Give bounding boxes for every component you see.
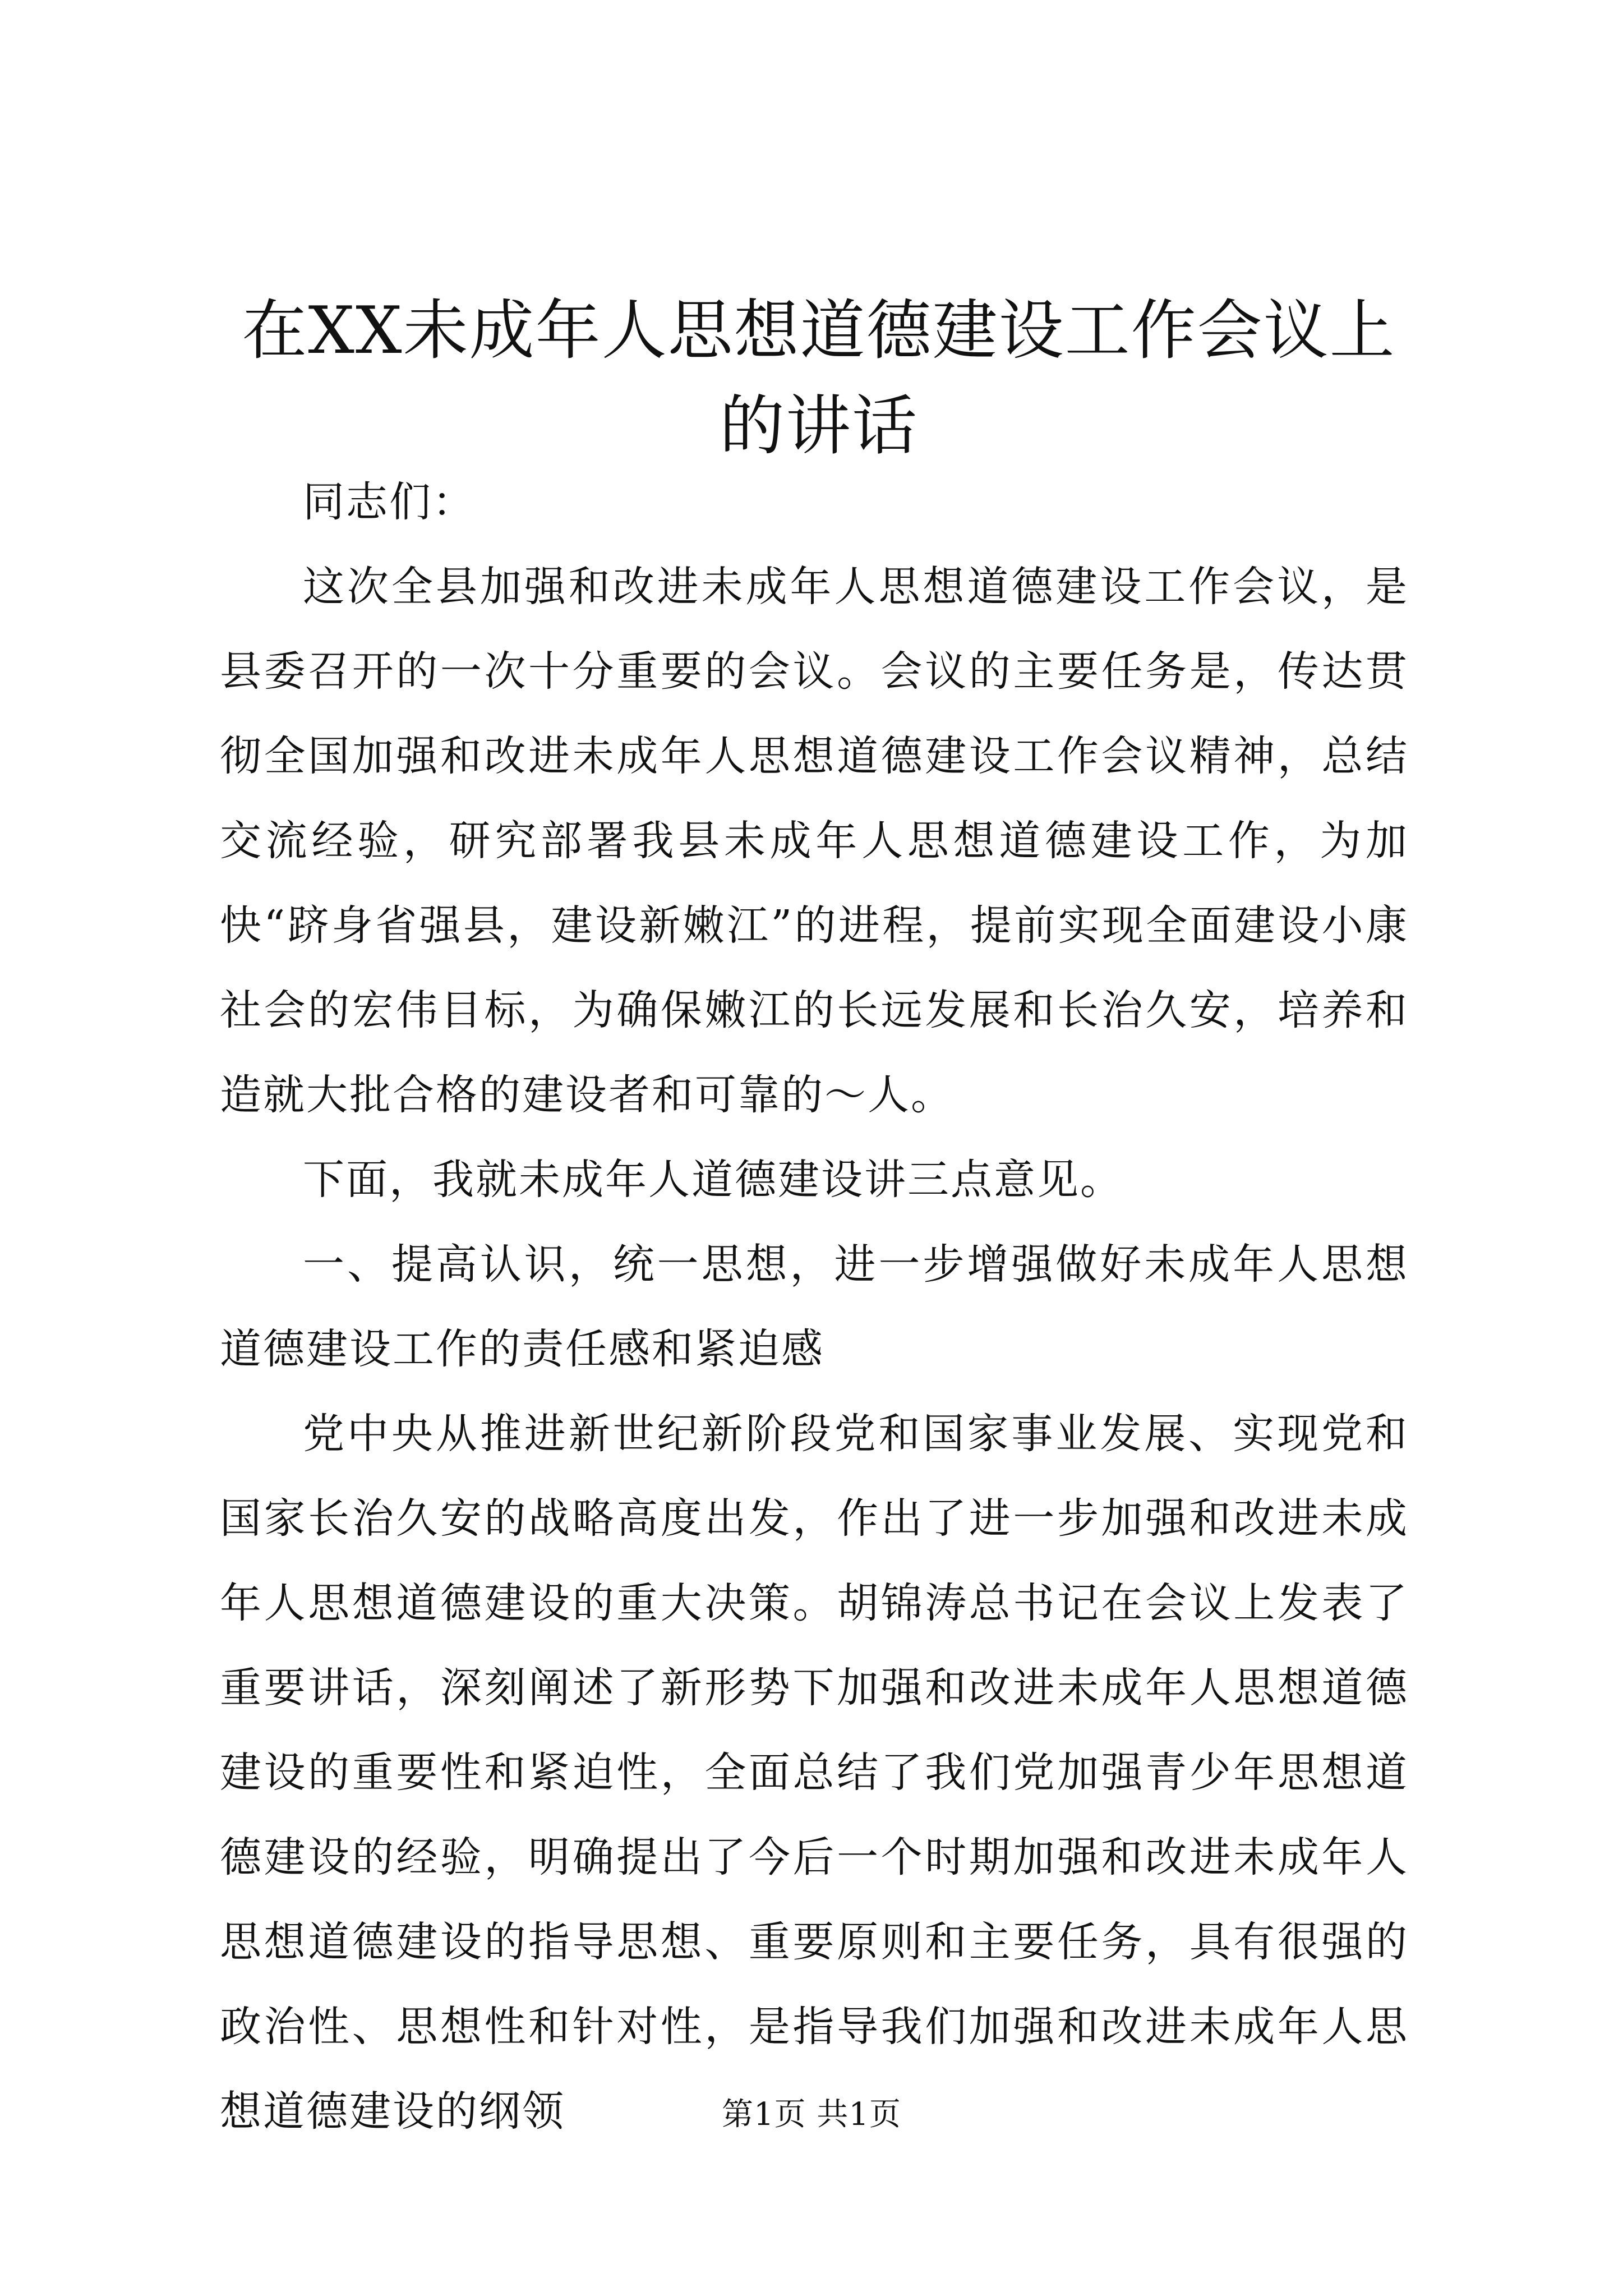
page-title: 在XX未成年人思想道德建设工作会议上的讲话 [242, 293, 1396, 464]
section-heading-1: 一、提高认识，统一思想，进一步增强做好未成年人思想道德建设工作的责任感和紧迫感 [220, 1240, 1409, 1373]
paragraph-outline: 下面，我就未成年人道德建设讲三点意见。 [303, 1156, 1123, 1204]
paragraph-intro: 这次全县加强和改进未成年人思想道德建设工作会议，是县委召开的一次十分重要的会议。会议的主要任务是，传达贯彻全国加强和改进未成年人思想道德建设工作会议精神，总结交流经验，研究部署我县未成年人思想道德建设工作，为加快“跻身省强县，建设新嫩江”的进程，提前实现全面建设小康社会的宏伟目标，为确保嫩江的长远发展和长治久安，培养和造就大批合格的建设者和可靠的～人。 [220, 563, 1409, 1119]
page-footer: 第1页 共1页 [721, 2096, 902, 2133]
paragraph-section-1: 党中央从推进新世纪新阶段党和国家事业发展、实现党和国家长治久安的战略高度出发，作出了进一步加强和改进未成年人思想道德建设的重大决策。胡锦涛总书记在会议上发表了重要讲话，深刻阐述了新形势下加强和改进未成年人思想道德建设的重要性和紧迫性，全面总结了我们党加强青少年思想道德建设的经验，明确提出了今后一个时期加强和改进未成年人思想道德建设的指导思想、重要原则和主要任务，具有很强的政治性、思想性和针对性，是指导我们加强和改进未成年人思想道德建设的纲领 [220, 1410, 1409, 2136]
salutation: 同志们： [303, 478, 476, 526]
document-body [220, 460, 1409, 2154]
